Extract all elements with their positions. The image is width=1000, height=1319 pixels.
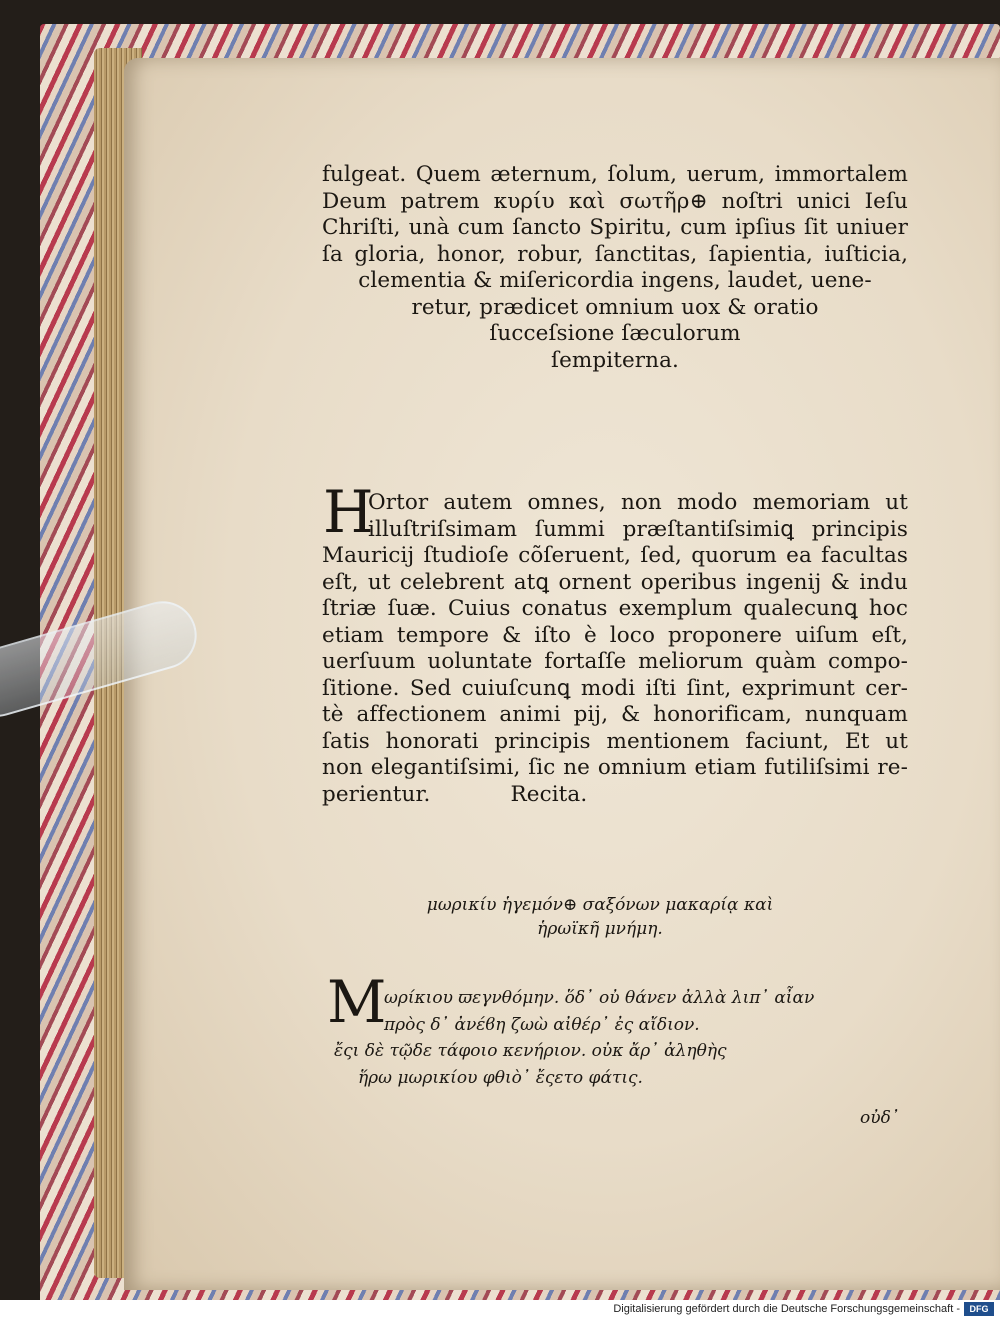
verse-line: ἥρω μωρικίου φθιὸ᾽ ἔςετο φάτις. (358, 1067, 643, 1088)
recita-label: Recita. (510, 781, 588, 807)
text-line: etiam tempore & iſto è loco proponere uiſum eſt, (322, 622, 908, 648)
dfg-logo: DFG (964, 1302, 994, 1316)
text-line: illuſtriſsimam ſummi præſtantiſsimiꝗ principis (368, 516, 908, 542)
text-line: ἡρωϊκῆ μνήμη. (537, 919, 663, 939)
text-line: Mauricij ſtudioſe cõſeruent, ſed, quorum ea facultas (322, 543, 908, 568)
text-line: ſtriæ ſuæ. Cuius conatus exemplum qualecunꝗ hoc (322, 596, 908, 621)
paragraph-2 (322, 490, 908, 808)
text-line: eſt, ut celebrent atꝗ ornent operibus ingenij & indu (322, 569, 908, 595)
text-line: ſucceſsione ſæculorum (489, 321, 741, 346)
text-line: Ortor autem omnes, non modo memoriam ut (368, 490, 908, 515)
text-line: ſempiterna. (551, 347, 679, 373)
drop-cap-m: M (327, 968, 387, 1036)
text-line-last (322, 782, 908, 809)
text-line: μωρικίυ ἡγεμόν⊕ σαξόνων μακαρίᾳ καὶ (426, 895, 774, 915)
text-line: Deum patrem κυρίυ καὶ σωτῆρ⊕ noſtri unici Ieſu (322, 188, 908, 214)
greek-title (340, 893, 860, 941)
paragraph-1 (322, 162, 908, 374)
verse-line: ωρίκιου ϖεγνθόμην. ὅδ᾽ οὐ θάνεν ἀλλὰ λιπ᾽ αἶαν (384, 988, 815, 1008)
text-line: ſa gloria, honor, robur, ſanctitas, ſapientia, iuſticia, (322, 241, 908, 267)
footer-credit: Digitalisierung gefördert durch die Deutsche Forschungsgemeinschaft - (613, 1303, 960, 1315)
text-line: tè affectionem animi pij, & honorificam, nunquam (322, 702, 908, 727)
text-line: perientur. (322, 781, 431, 807)
drop-cap-h: H (323, 478, 374, 546)
text-line: retur, prædicet omnium uox & oratio (411, 294, 819, 320)
text-line: ſatis honorati principis mentionem faciunt, Et ut (322, 728, 908, 754)
text-line: fulgeat. Quem æternum, ſolum, uerum, immortalem (322, 162, 908, 187)
text-line: ſitione. Sed cuiuſcunꝗ modi iſti ſint, exprimunt cer- (322, 675, 908, 701)
footer-bar (0, 1300, 1000, 1319)
verse-line: πρὸς δ᾽ ἀνέϐη ζωὼ αἰθέρ᾽ ἐς αἴδιον. (384, 1014, 700, 1035)
verse-line: ἔςι δὲ τῷδε τάφοιο κενήριον. οὐκ ἄρ᾽ ἀληθὴς (334, 1041, 727, 1061)
text-line: Chriſti, unà cum ſancto Spiritu, cum ipſius ſit uniuer (322, 215, 908, 240)
text-line: non elegantiſsimi, ſic ne omnium etiam futiliſsimi re- (322, 755, 908, 780)
text-line: uerſuum uoluntate fortaſſe meliorum quàm compo- (322, 649, 908, 674)
text-line: clementia & miſericordia ingens, laudet, uene- (358, 268, 872, 293)
catchword: οὐδ᾽ (860, 1108, 900, 1128)
greek-verse (328, 985, 888, 1091)
